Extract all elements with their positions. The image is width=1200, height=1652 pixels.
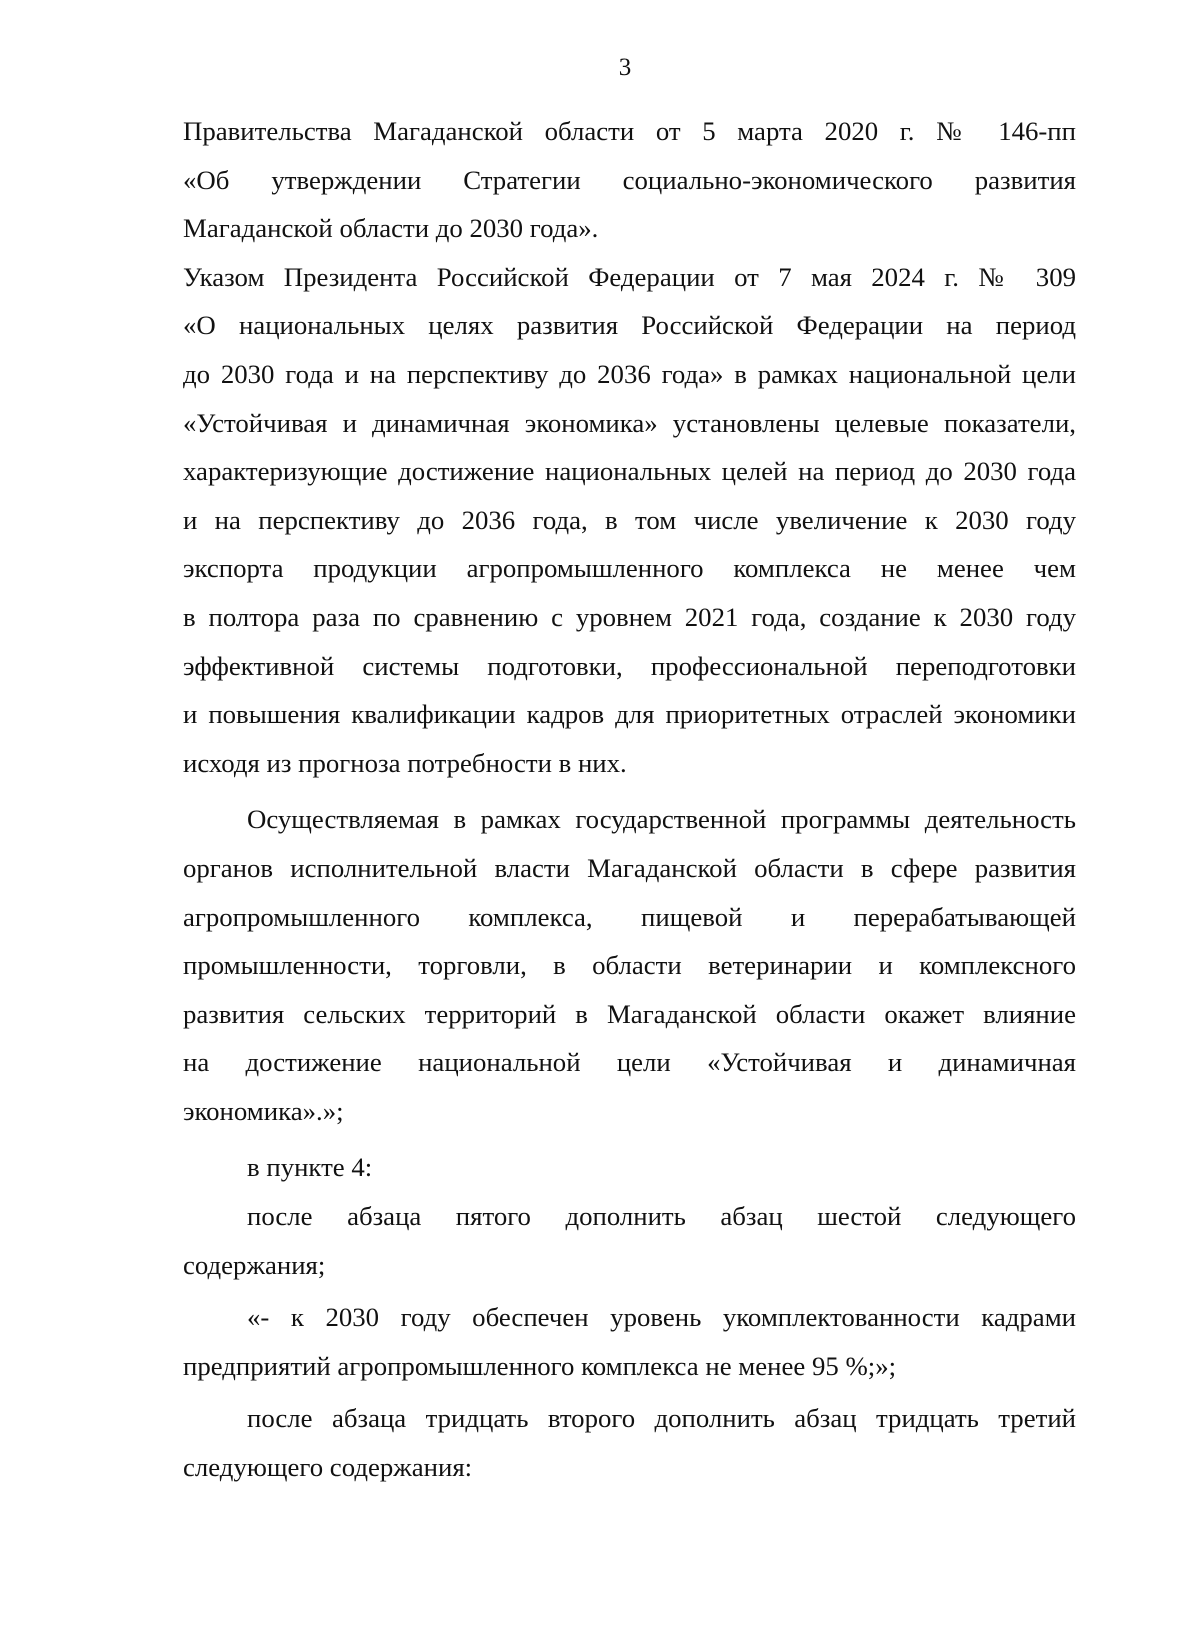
text-line: промышленности, торговли, в области ветеринарии и комплексного [183, 950, 1076, 981]
text-line: «О национальных целях развития Российской Федерации на период [183, 310, 1076, 341]
text-line: после абзаца тридцать второго дополнить абзац тридцать третий [247, 1403, 1076, 1434]
paragraph-staffing-quote [183, 1293, 1076, 1390]
text-line: экспорта продукции агропромышленного комплекса не менее чем [183, 553, 1076, 584]
text-line: «Об утверждении Стратегии социально-экономического развития [183, 164, 1076, 195]
text-line: содержания; [183, 1249, 326, 1280]
paragraph-presidential-decree [183, 253, 1076, 788]
text-line: в полтора раза по сравнению с уровнем 2021 года, создание к 2030 году [183, 601, 1076, 632]
text-line: на достижение национальной цели «Устойчивая и динамичная [183, 1047, 1076, 1078]
text-line: Магаданской области до 2030 года». [183, 213, 599, 244]
text-line: Указом Президента Российской Федерации от 7 мая 2024 г. № 309 [183, 261, 1076, 292]
text-line: до 2030 года и на перспективу до 2036 года» в рамках национальной цели [183, 358, 1076, 389]
text-line: и на перспективу до 2036 года, в том числе увеличение к 2030 году [183, 504, 1076, 535]
text-line: после абзаца пятого дополнить абзац шестой следующего [247, 1201, 1076, 1232]
text-line: Правительства Магаданской области от 5 марта 2020 г. № 146-пп [183, 116, 1076, 146]
page-number: 3 [618, 54, 632, 81]
text-line: и повышения квалификации кадров для приоритетных отраслей экономики [183, 699, 1076, 730]
text-line: предприятий агропромышленного комплекса не менее 95 %;»; [183, 1350, 897, 1381]
text-line: агропромышленного комплекса, пищевой и перерабатывающей [183, 901, 1076, 932]
text-line: Осуществляемая в рамках государственной программы деятельность [247, 804, 1076, 835]
paragraph-item-4 [183, 1143, 1076, 1192]
text-line: «Устойчивая и динамичная экономика» установлены целевые показатели, [183, 407, 1076, 438]
text-line: исходя из прогноза потребности в них. [183, 747, 627, 778]
text-line: развития сельских территорий в Магаданской области окажет влияние [183, 998, 1076, 1029]
text-line: в пункте 4: [247, 1152, 373, 1183]
paragraph-program-activity [183, 795, 1076, 1135]
paragraph-add-thirty-third [183, 1394, 1076, 1491]
text-line: эффективной системы подготовки, профессиональной переподготовки [183, 650, 1076, 681]
paragraph-strategy-reference [183, 107, 1076, 253]
text-line: «- к 2030 году обеспечен уровень укомплектованности кадрами [247, 1302, 1076, 1333]
text-line: следующего содержания: [183, 1452, 473, 1483]
paragraph-add-sixth [183, 1192, 1076, 1289]
text-line: характеризующие достижение национальных целей на период до 2030 года [183, 456, 1076, 487]
text-line: экономика».»; [183, 1095, 344, 1126]
text-line: органов исполнительной власти Магаданской области в сфере развития [183, 852, 1076, 883]
document-body [183, 107, 1076, 1492]
